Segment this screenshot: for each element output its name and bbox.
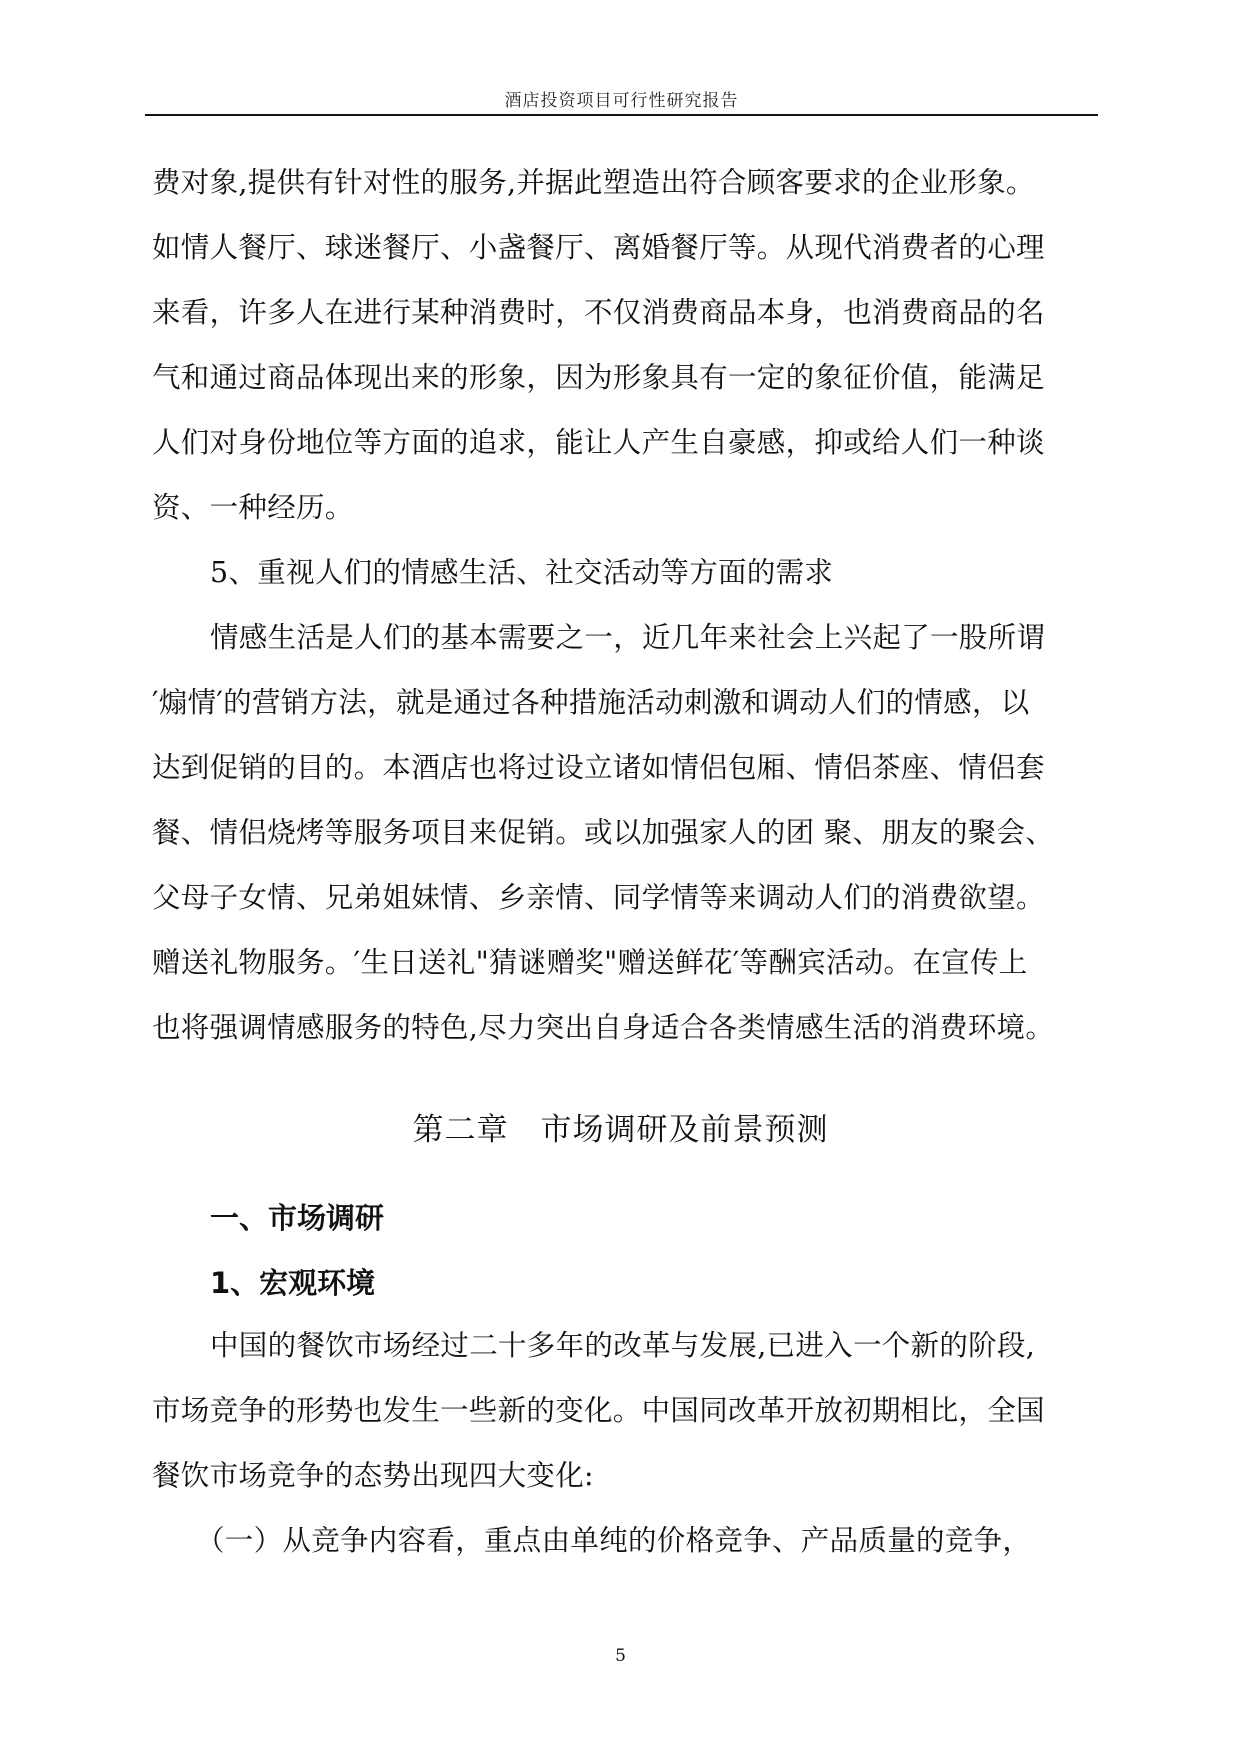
body-text-line: 中国的餐饮市场经过二十多年的改革与发展,已进入一个新的阶段, bbox=[210, 1329, 1036, 1362]
body-text-line: 餐饮市场竞争的态势出现四大变化: bbox=[152, 1459, 594, 1492]
body-text-line: 也将强调情感服务的特色,尽力突出自身适合各类情感生活的消费环境。 bbox=[152, 1011, 1055, 1044]
body-text-line: 赠送礼物服务。′生日送礼"猜谜赠奖"赠送鲜花′等酬宾活动。在宣传上 bbox=[152, 946, 1028, 979]
subsection-heading: 1、宏观环境 bbox=[210, 1266, 376, 1300]
header-divider bbox=[145, 114, 1098, 116]
body-text-line: 如情人餐厅、球迷餐厅、小盏餐厅、离婚餐厅等。从现代消费者的心理 bbox=[152, 231, 1045, 264]
body-text-line: 餐、情侣烧烤等服务项目来促销。或以加强家人的团 聚、朋友的聚会、 bbox=[152, 816, 1055, 849]
body-text-line: （一）从竞争内容看，重点由单纯的价格竞争、产品质量的竞争， bbox=[196, 1524, 1032, 1557]
body-text-line: 人们对身份地位等方面的追求，能让人产生自豪感，抑或给人们一种谈 bbox=[152, 426, 1045, 459]
body-text-line: ′煽情′的营销方法，就是通过各种措施活动刺激和调动人们的情感，以 bbox=[152, 686, 1030, 719]
body-text-line: 达到促销的目的。本酒店也将过设立诸如情侣包厢、情侣茶座、情侣套 bbox=[152, 751, 1045, 784]
body-text-line: 市场竞争的形势也发生一些新的变化。中国同改革开放初期相比，全国 bbox=[152, 1394, 1045, 1427]
body-text-line: 资、一种经历。 bbox=[152, 491, 354, 524]
body-text-line: 气和通过商品体现出来的形象，因为形象具有一定的象征价值，能满足 bbox=[152, 361, 1045, 394]
body-text-line: 费对象,提供有针对性的服务,并据此塑造出符合顾客要求的企业形象。 bbox=[152, 166, 1035, 199]
chapter-title: 第二章 市场调研及前景预测 bbox=[412, 1112, 829, 1148]
body-text-line: 父母子女情、兄弟姐妹情、乡亲情、同学情等来调动人们的消费欲望。 bbox=[152, 881, 1045, 914]
page-number: 5 bbox=[615, 1646, 626, 1666]
body-text-line: 来看，许多人在进行某种消费时，不仅消费商品本身，也消费商品的名 bbox=[152, 296, 1045, 329]
running-header: 酒店投资项目可行性研究报告 bbox=[504, 91, 739, 111]
body-text-line: 情感生活是人们的基本需要之一，近几年来社会上兴起了一股所谓 bbox=[210, 621, 1046, 654]
numbered-subheading: 5、重视人们的情感生活、社交活动等方面的需求 bbox=[210, 556, 834, 589]
section-heading: 一、市场调研 bbox=[210, 1201, 385, 1235]
